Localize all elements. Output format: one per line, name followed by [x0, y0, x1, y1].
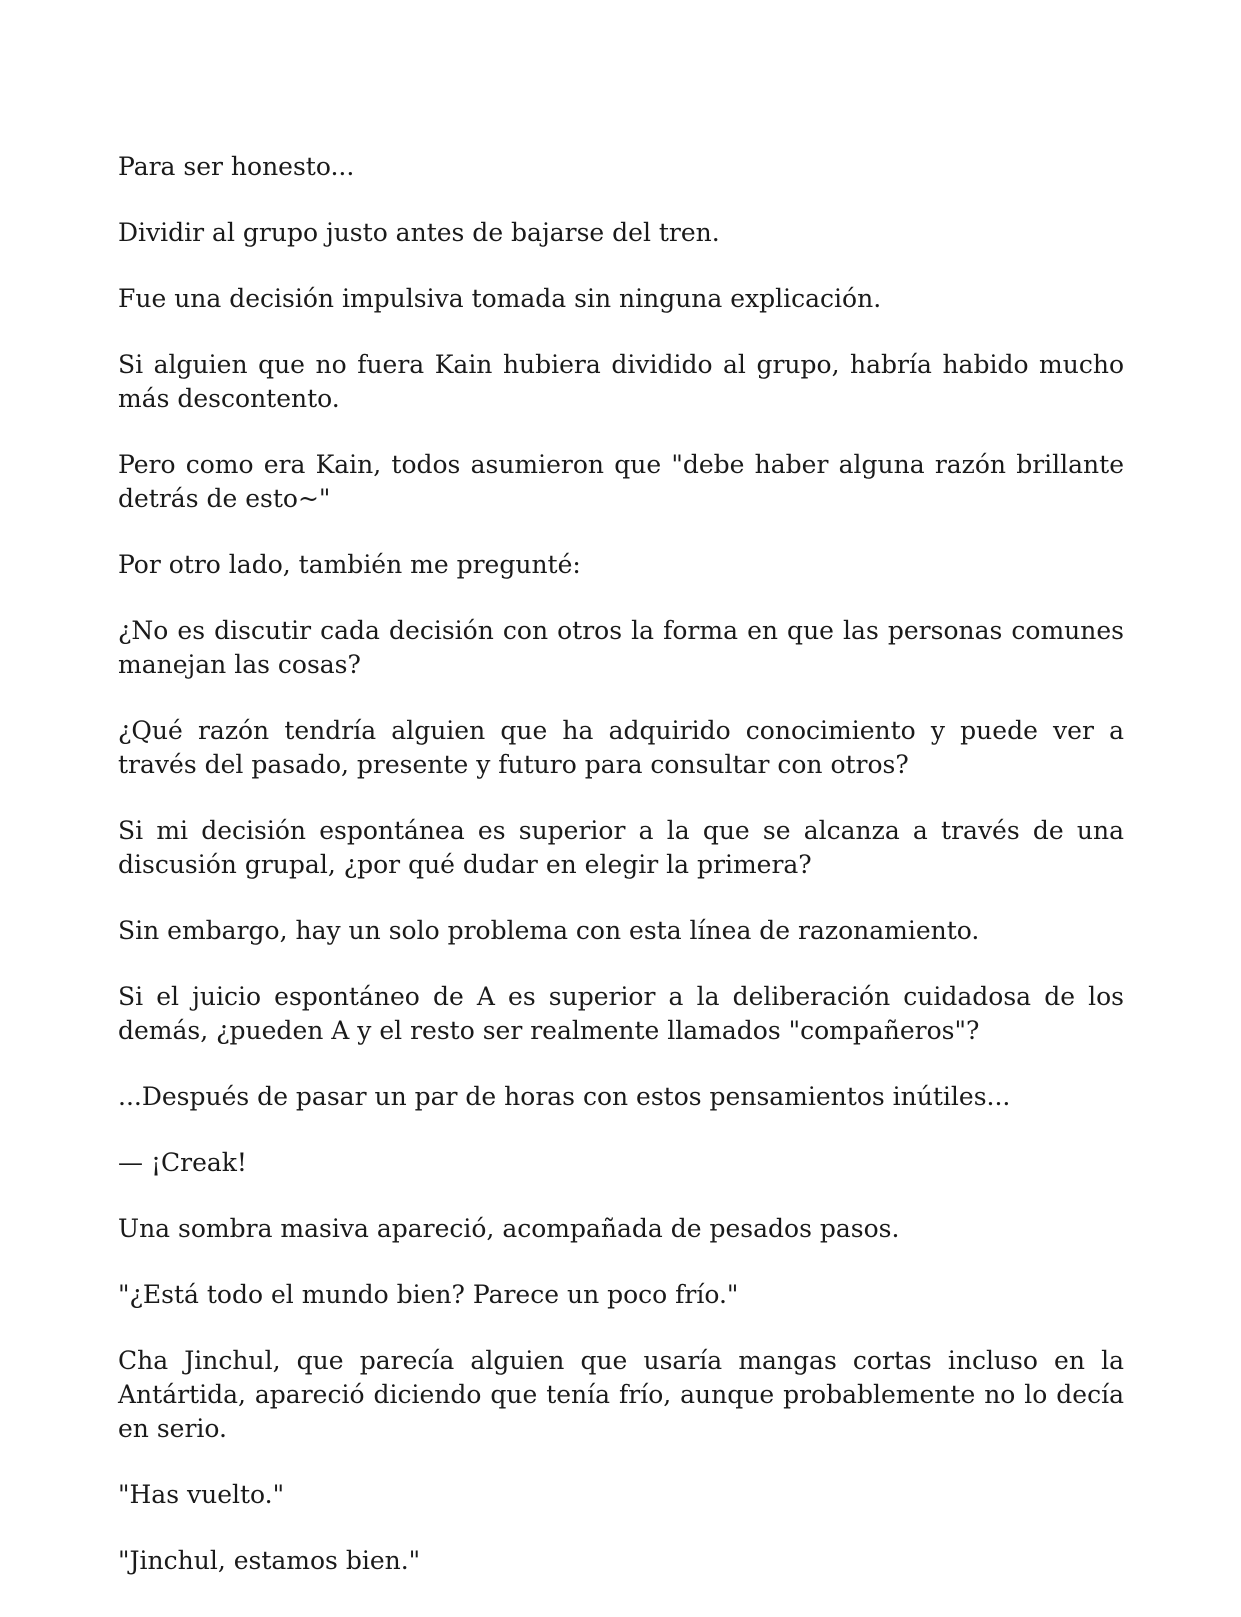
paragraph: Una sombra masiva apareció, acompañada de pesados pasos. — [118, 1214, 900, 1243]
paragraph: Si el juicio espontáneo de A es superior a la deliberación cuidadosa de los demás, ¿pueden A y el resto ser realmente llamados "compañeros"? — [118, 982, 1124, 1045]
paragraph: "Jinchul, estamos bien." — [118, 1546, 421, 1575]
paragraph: Pero como era Kain, todos asumieron que "debe haber alguna razón brillante detrás de esto~" — [118, 450, 1124, 513]
paragraph: — ¡Creak! — [118, 1148, 247, 1177]
paragraph: "Has vuelto." — [118, 1480, 285, 1509]
paragraph: Por otro lado, también me pregunté: — [118, 550, 581, 579]
paragraph: Cha Jinchul, que parecía alguien que usaría mangas cortas incluso en la Antártida, apareció diciendo que tenía frío, aunque probablemente no lo decía en serio. — [118, 1346, 1124, 1443]
paragraph: "¿Está todo el mundo bien? Parece un poco frío." — [118, 1280, 739, 1309]
paragraph: Si mi decisión espontánea es superior a la que se alcanza a través de una discusión grupal, ¿por qué dudar en elegir la primera? — [118, 816, 1124, 879]
paragraph: Fue una decisión impulsiva tomada sin ninguna explicación. — [118, 284, 882, 313]
paragraph: Dividir al grupo justo antes de bajarse del tren. — [118, 218, 720, 247]
paragraph: ¿Qué razón tendría alguien que ha adquirido conocimiento y puede ver a través del pasado, presente y futuro para consultar con otros? — [118, 716, 1124, 779]
paragraph: ¿No es discutir cada decisión con otros la forma en que las personas comunes manejan las cosas? — [118, 616, 1124, 679]
paragraph: Para ser honesto... — [118, 152, 355, 181]
paragraph: Sin embargo, hay un solo problema con esta línea de razonamiento. — [118, 916, 980, 945]
paragraph: Si alguien que no fuera Kain hubiera dividido al grupo, habría habido mucho más descontento. — [118, 350, 1124, 413]
document-page — [118, 150, 1124, 1578]
paragraph: ...Después de pasar un par de horas con estos pensamientos inútiles... — [118, 1082, 1011, 1111]
